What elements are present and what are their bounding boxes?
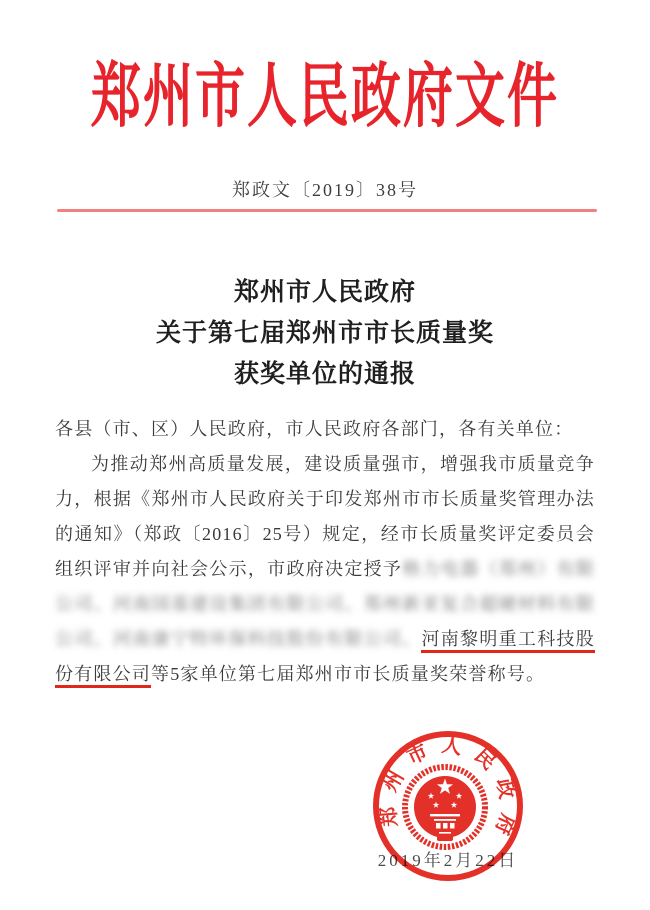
official-seal [360,718,536,894]
notice-title [0,272,650,395]
notice-title-line1: 郑州市人民政府 [233,279,416,306]
national-emblem-icon [405,767,485,847]
redacted-company-names: 格力电器（郑州）有限公司、河南国基建设集团有限公司、郑州新亚复合超硬材料有限公司、河南康宁特环保科技股份有限公司、 [55,559,595,649]
doc-number: 郑政文〔2019〕38号 [232,180,418,200]
seal-arc-text: 郑州市人民政府 [376,734,520,849]
letterhead-title: 郑州市人民政府文件 [91,56,559,136]
main-paragraph [55,447,595,692]
paragraph-lead: 为推动郑州高质量发展，建设质量强市，增强我市质量竞争力，根据《郑州市人民政府关于印发郑州市市长质量奖管理办法的通知》（郑政〔2016〕25号）规定，经市长质量奖评定委员会组织评审并向社会公示，市政府决定授予 [55,454,595,579]
document-body [55,412,595,692]
paragraph-tail: 等5家单位第七届郑州市市长质量奖荣誉称号。 [151,664,546,684]
issue-date: 2019年2月22日 [377,851,519,870]
notice-title-line3: 获奖单位的通报 [233,361,416,388]
red-separator-line [57,209,597,212]
highlighted-company-name: 河南黎明重工科技股份有限公司 [55,629,595,688]
salutation-line: 各县（市、区）人民政府，市人民政府各部门，各有关单位： [55,419,574,439]
official-seal-graphic [360,718,536,894]
notice-title-line2: 关于第七届郑州市市长质量奖 [155,320,494,347]
